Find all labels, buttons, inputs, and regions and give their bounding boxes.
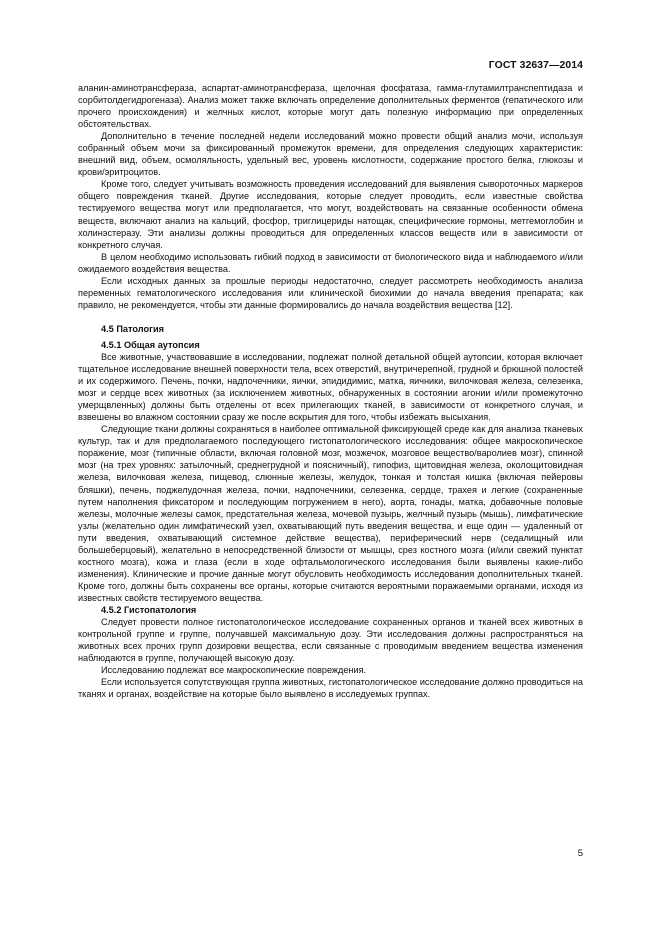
- paragraph-urinalysis: Дополнительно в течение последней недели исследований можно провести общий анализ мочи, используя собранный объем мочи за фиксированный промежуток времени, для определения следующих характеристик: внешний вид, объем, осмоляльность, удельный вес, уровень кислотности, содержание простого белка, глюкозы и крови/эритроцитов.: [78, 131, 583, 178]
- paragraph-satellite-group: Если используется сопутствующая группа животных, гистопатологическое исследование должно проводиться на тканях и органах, воздействие на которые было выявлено в исследуемых группах.: [78, 677, 583, 700]
- page-number: 5: [577, 848, 583, 859]
- paragraph-preserved-tissues: Следующие ткани должны сохраняться в наиболее оптимальной фиксирующей среде как для анализа тканевых культур, так и для предполагаемого последующего гистопатологического исследования: общее макроскопическое поражение, мозг (типичные области, включая головной мозг, мозжечок, мозговое вещество/варолиев мозг), спинной мозг (на трех уровнях: затылочный, среднегрудной и поясничный), гипофиз, щитовидная железа, околощитовидная железа, вилочковая железа, пищевод, слюнные железы, желудок, тонкая и толстая кишка (включая пейеровы бляшки), печень, поджелудочная железа, почки, надпочечники, селезенка, сердце, трахея и легкие (сохраненные путем наполнения фиксатором и последующим погружением в него), аорта, гонады, матка, добавочные половые железы, молочные железы самок, предстательная железа, мочевой пузырь, желчный пузырь (мышь), лимфатические узлы (желательно один лимфатический узел, охватывающий путь введения вещества, и еще один — удаленный от пути введения, охватывающий системное действие вещества), периферический нерв (седалищный или большеберцовый), желательно в непосредственной близости от мышцы, срез костного мозга (и/или свежий пунктат костного мозга), кожа и глаза (если в ходе офтальмологического исследования были выявлены какие-либо изменения). Клинические и прочие данные могут обусловить необходимость исследования дополнительных тканей. Кроме того, должны быть сохранены все органы, которые считаются вероятными поражаемыми органами, исходя из известных свойств тестируемого вещества.: [78, 424, 583, 603]
- paragraph-flexible-approach: В целом необходимо использовать гибкий подход в зависимости от биологического вида и наблюдаемого и/или ожидаемого воздействия вещества.: [78, 251, 583, 274]
- document-code: ГОСТ 32637—2014: [488, 60, 583, 71]
- page-body: [78, 82, 583, 700]
- paragraph-historical-data: Если исходных данных за прошлые периоды недостаточно, следует рассмотреть необходимость анализа переменных гематологического исследования или клинической биохимии до начала введения препарата; как правило, не рекомендуется, чтобы эти данные формировались до начала воздействия вещества [12].: [78, 275, 583, 310]
- subsection-heading-autopsy: 4.5.1 Общая аутопсия: [101, 339, 200, 350]
- paragraph-enzymes-continued: аланин-аминотрансфераза, аспартат-аминотрансфераза, щелочная фосфатаза, гамма-глутамилтранспептидаза и сорбитолдегидрогеназа). Анализ может также включать определение дополнительных ферментов (гепатического или прочего происхождения) и желчных кислот, которые могут дать полезную информацию при определенных обстоятельствах.: [78, 83, 583, 130]
- paragraph-serum-markers: Кроме того, следует учитывать возможность проведения исследований для выявления сывороточных маркеров общего повреждения тканей. Другие исследования, которые следует проводить, если известные свойства тестируемого вещества могут или предполагается, что могут, воздействовать на связанные особенности обмена веществ, включают анализ на кальций, фосфор, триглицериды натощак, специфические гормоны, метгемоглобин и холинэстеразу. Эти анализы должны проводиться для определенных классов веществ или в зависимости от конкретного случая.: [78, 179, 583, 250]
- paragraph-histopathology-full: Следует провести полное гистопатологическое исследование сохраненных органов и тканей всех животных в контрольной группе и группе, получавшей максимальную дозу. Эти исследования должны распространяться на животных всех прочих групп дозировки вещества, если связанные с проводимым введением вещества изменения наблюдаются в группе, получающей высокую дозу.: [78, 617, 583, 664]
- paragraph-macroscopic-lesions: Исследованию подлежат все макроскопические повреждения.: [101, 665, 367, 676]
- section-heading-pathology: 4.5 Патология: [101, 323, 164, 334]
- subsection-heading-histopathology: 4.5.2 Гистопатология: [101, 604, 197, 615]
- paragraph-autopsy: Все животные, участвовавшие в исследовании, подлежат полной детальной общей аутопсии, которая включает тщательное исследование внешней поверхности тела, всех отверстий, внутричерепной, грудной и брюшной полостей и их содержимого. Печень, почки, надпочечники, яички, эпидидимис, матка, яичники, вилочковая железа, селезенка, мозг и сердце всех животных (за исключением животных, обнаруженных в состоянии агонии и/или промежуточно умерщвленных) должны быть отделены от всех прилегающих тканей, в зависимости от конкретного случая, и взвешены во влажном состоянии сразу же после вскрытия для того, чтобы избежать высыхания.: [78, 351, 583, 423]
